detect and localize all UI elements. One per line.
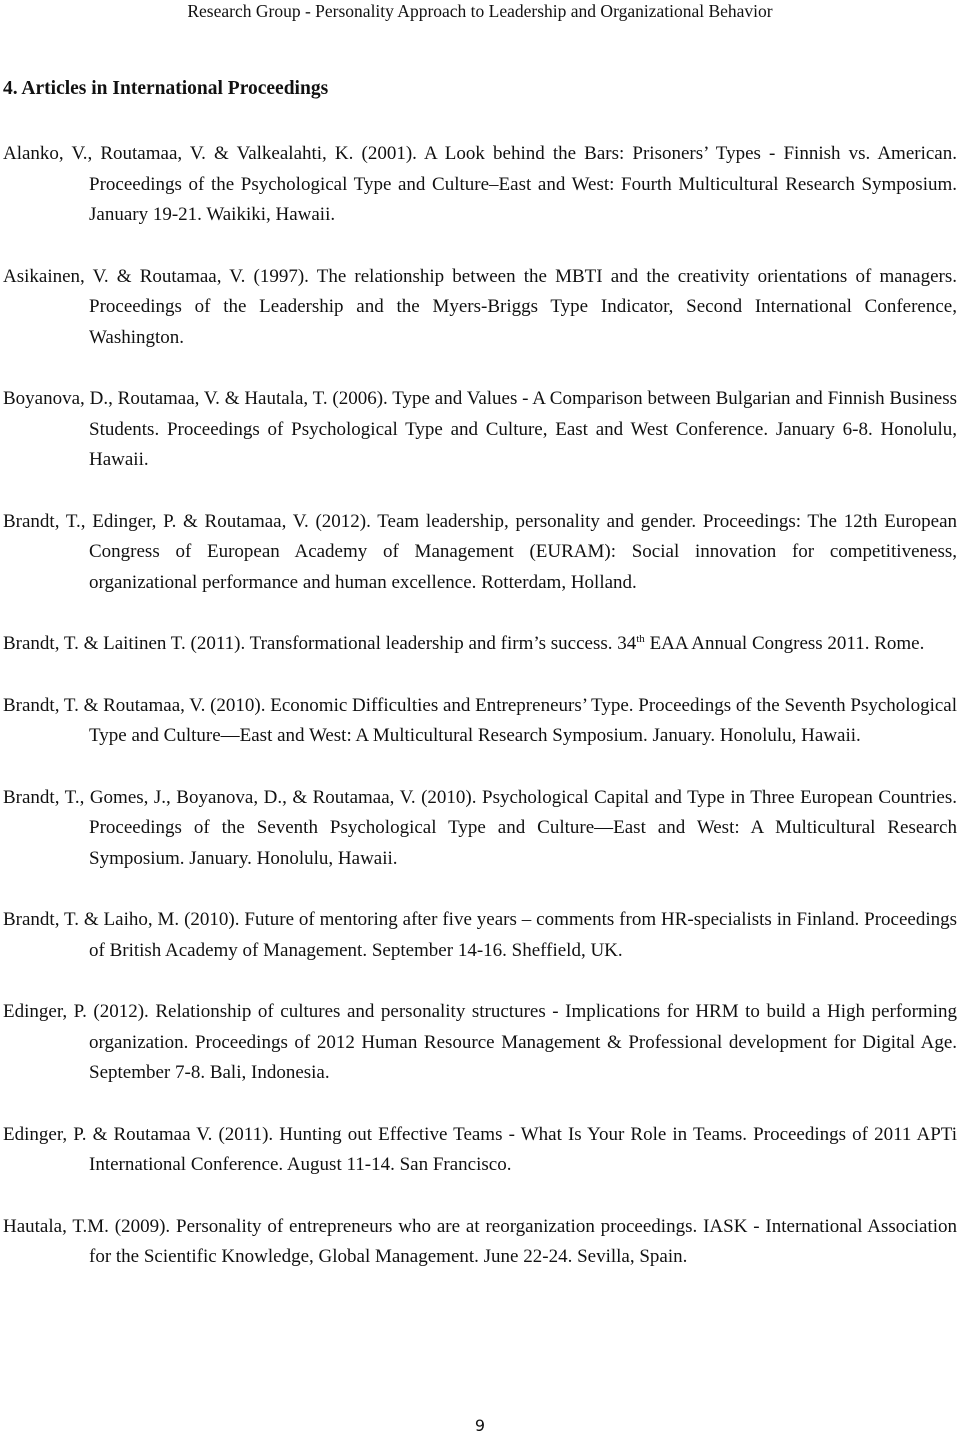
reference-venue: IASK - International Association for the Scientific Knowledge, Global Management. June 22-24. Sevilla, Spain. — [89, 1215, 958, 1267]
reference-title: A Look behind the Bars: Prisoners’ Types - Finnish vs. American. — [424, 143, 957, 164]
reference-title: Hunting out Effective Teams - What Is Your Role in Teams. — [279, 1123, 748, 1145]
reference-venue-ordinal: 34 — [617, 633, 637, 654]
reference-entry — [3, 1212, 957, 1273]
reference-title: Relationship of cultures and personality structures - Implications for HRM to build a High performing organization. — [89, 1001, 957, 1053]
page-number: 9 — [474, 1416, 486, 1435]
reference-title: Psychological Capital and Type in Three European Countries. — [482, 786, 958, 808]
running-header: Research Group - Personality Approach to Leadership and Organizational Behavior — [187, 1, 773, 21]
reference-authors: Brandt, T. & Laiho, M. (2010). — [3, 909, 240, 930]
reference-authors: Alanko, V., Routamaa, V. & Valkealahti, K. (2001). — [3, 143, 417, 164]
reference-entry — [3, 139, 957, 231]
reference-entry — [3, 629, 957, 660]
reference-venue: Proceedings of the Psychological Type and Culture–East and West: Fourth Multicultural Research Symposium. January 19-21. Waikiki, Hawaii. — [89, 173, 957, 225]
reference-entry — [3, 691, 957, 752]
reference-authors: Asikainen, V. & Routamaa, V. (1997). — [3, 265, 309, 287]
reference-title: The relationship between the MBTI and the creativity orientations of managers. — [316, 265, 957, 287]
reference-entry — [3, 262, 957, 354]
reference-title: Personality of entrepreneurs who are at reorganization proceedings. — [176, 1215, 698, 1237]
reference-venue: Proceedings of the Leadership and the Myers-Briggs Type Indicator, Second International Conference, Washington. — [89, 296, 957, 348]
reference-venue: Proceedings of the Seventh Psychological Type and Culture—East and West: A Multicultural Research Symposium. January. Honolulu, Hawaii. — [89, 694, 958, 746]
reference-entry — [3, 905, 957, 966]
reference-entry — [3, 384, 957, 476]
reference-authors: Hautala, T.M. (2009). — [3, 1215, 171, 1237]
reference-title: Team leadership, personality and gender. — [377, 510, 697, 532]
reference-venue: Proceedings of 2012 Human Resource Management & Professional development for Digital Age. September 7-8. Bali, Indonesia. — [89, 1031, 958, 1083]
reference-entry — [3, 1120, 957, 1181]
ordinal-suffix: th — [636, 633, 645, 645]
reference-venue: Proceedings of British Academy of Management. September 14-16. Sheffield, UK. — [89, 909, 958, 961]
reference-entry — [3, 997, 957, 1089]
reference-venue: Proceedings: The 12th European Congress of European Academy of Management (EURAM): Social innovation for competitiveness, organizational performance and human excellence. Rotterdam, Holland. — [89, 510, 957, 593]
reference-entry — [3, 507, 957, 599]
reference-authors: Brandt, T., Gomes, J., Boyanova, D., & Routamaa, V. (2010). — [3, 786, 477, 808]
reference-venue: Proceedings of 2011 APTi International Conference. August 11-14. San Francisco. — [89, 1123, 957, 1175]
reference-venue: Proceedings of the Seventh Psychological Type and Culture—East and West: A Multicultural Research Symposium. January. Honolulu, Hawaii. — [89, 817, 957, 869]
reference-title: Economic Difficulties and Entrepreneurs’ Type. — [270, 694, 634, 716]
section-heading: 4. Articles in International Proceedings — [3, 78, 329, 99]
reference-entry — [3, 783, 957, 875]
reference-authors: Boyanova, D., Routamaa, V. & Hautala, T. (2006). — [3, 388, 388, 409]
reference-venue: Proceedings of Psychological Type and Culture, East and West Conference. January 6-8. Honolulu, Hawaii. — [89, 418, 958, 470]
reference-authors: Brandt, T. & Routamaa, V. (2010). — [3, 694, 266, 716]
reference-title: Future of mentoring after five years – comments from HR-specialists in Finland. — [244, 909, 860, 930]
reference-authors: Edinger, P. (2012). — [3, 1001, 149, 1022]
reference-list — [3, 139, 957, 1304]
reference-venue: EAA Annual Congress 2011. Rome. — [649, 633, 925, 654]
reference-authors: Edinger, P. & Routamaa V. (2011). — [3, 1123, 274, 1145]
reference-authors: Brandt, T. & Laitinen T. (2011). — [3, 633, 246, 654]
reference-authors: Brandt, T., Edinger, P. & Routamaa, V. (2012). — [3, 510, 371, 532]
reference-title: Type and Values - A Comparison between Bulgarian and Finnish Business Students. — [89, 388, 957, 440]
reference-title: Transformational leadership and firm’s success. — [249, 633, 613, 654]
